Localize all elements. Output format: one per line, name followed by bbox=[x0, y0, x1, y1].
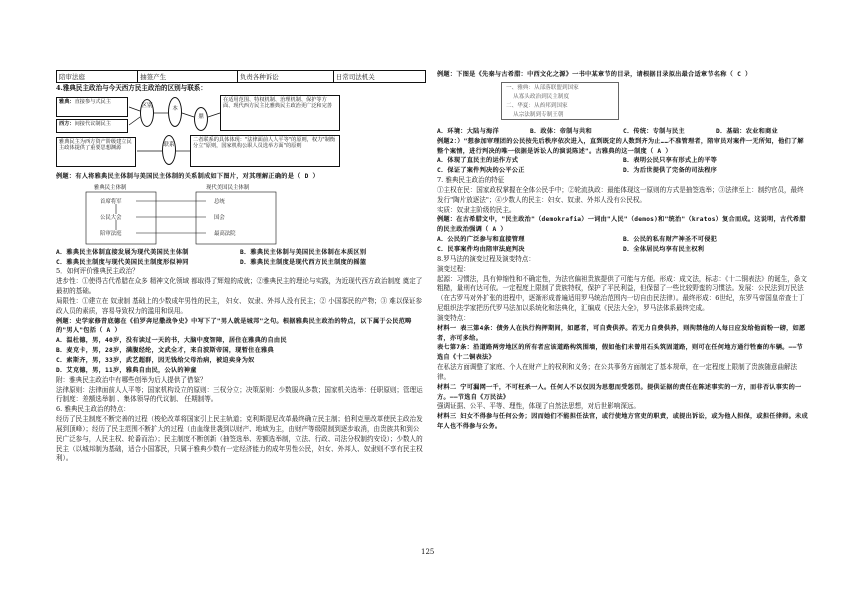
example-5-options bbox=[437, 235, 809, 255]
option-d: D．全体居民均享有民主权利 bbox=[623, 245, 705, 253]
example-1-question: 例题：有人将雅典民主体制与美国民主体制的关系制成如下图片，对其理解正确的是（ D ） bbox=[56, 172, 319, 180]
contents-line: 从宗法制到专制王朝 bbox=[506, 111, 564, 118]
material-1: 材料一 表三第4条：债务人在执行拘押期间，如愿者，可自费供养。若无力自费供养，则拘禁他的人每日应发给他面粉一磅，如愿者，亦可多给。 bbox=[437, 324, 806, 342]
option-c: C．传统：专制与民主 bbox=[623, 127, 685, 135]
fig-r1a: 首席将军 bbox=[100, 198, 122, 205]
right-column bbox=[437, 70, 809, 432]
fig-r1b: 总统 bbox=[214, 198, 225, 205]
fig-r2b: 国会 bbox=[214, 214, 225, 221]
q8-title: 8.罗马法的演变过程及演变特点： bbox=[437, 254, 535, 263]
option-c: C．雅典民主制度与现代美国民主制度形似神同 bbox=[56, 258, 189, 266]
q6-text: 经历了民主制度不断完善的过程（梭伦改革将国家引上民主轨道；克利斯提尼改革最终确立民主制；伯利克里改革使民主政治发展到顶峰）；经历了民主范围不断扩大的过程（由血缘世袭到以财产、地域为主，由财产等级限制到逐步取消，由贵族共和到公民广泛参与，人民主权、轮番而治）；民主制度不断创新（抽签选举、差额选举制，立法、行政、司法分权制约安设）；少数人的民主（以城邦制为基础，适合小国寡民，只属于雅典少数有一定经济能力的成年男性公民，妇女、外邦人、奴隶则不享有民主权利）。 bbox=[56, 415, 423, 463]
option-a: A．体现了直民主的运作方式 bbox=[437, 157, 519, 165]
option-b: B．政体：帝制与共和 bbox=[530, 127, 592, 135]
example-2-question: 例题：史学家修昔底德在《伯罗奔尼撒战争史》中写下了"男人就是城邦"之句。根据雅典民主政治的特点，以下属于公民范畴的"男人"包括（ A ） bbox=[56, 317, 412, 335]
athens-box bbox=[56, 97, 128, 117]
left-column bbox=[56, 84, 424, 464]
option-b: B．雅典民主体制与美国民主体制在本质区别 bbox=[240, 248, 367, 256]
option-c: C．保证了案件判决的公平公正 bbox=[437, 167, 525, 175]
contents-line: 从寡头政治到民主制度 bbox=[506, 93, 570, 100]
diff-node bbox=[140, 99, 154, 127]
q7-text: ①主权在民：国家政权掌握在全体公民手中；②轮流执政：最能体现这一原则的方式是抽签选举；③法律至上：制约官员，最终发行"陶片放逐法"；④少数人的民主：妇女、奴隶、外邦人没有公民权。 bbox=[437, 185, 804, 204]
appendix-title: 附：雅典民主政治中有哪些创举为后人提供了借鉴？ bbox=[56, 375, 207, 384]
system-comparison-figure bbox=[56, 184, 424, 246]
fig-col1: 雅典民主体制 bbox=[94, 184, 127, 191]
q6-title: 6. 雅典民主政治的特点： bbox=[56, 405, 130, 414]
example-4-options bbox=[437, 156, 809, 176]
link-node bbox=[162, 135, 176, 165]
option-a: A．雅典民主体制直接发展为现代美国民主体制 bbox=[56, 248, 189, 256]
west-title: 西方： bbox=[59, 120, 75, 127]
option-d: D．雅典民主制度是现代西方民主制度的摇篮 bbox=[240, 258, 367, 266]
q7-title: 7. 雅典民主政治的特征 bbox=[437, 176, 505, 185]
chapter-contents-figure bbox=[437, 82, 809, 124]
origin-text: 雅典民主为西方资产阶级建立民主政体提供了重要思想渊源 bbox=[59, 138, 132, 152]
q4-title: 4.雅典民主政治与今天西方民主政治的区别与联系： bbox=[56, 84, 207, 92]
q5-progress: 进步性：①使得古代希腊在众多 精神文化领域 都取得了辉煌的成就；②雅典民主的理论与实践，为近现代西方政治制度 奠定了最初的基础。 bbox=[56, 277, 423, 296]
connection-text: 二者联系的具体体现："法律面前人人平等"的原则，权力"制衡分立"原则，国家机构公职人员选举方面"的原则 bbox=[193, 136, 336, 150]
table-row bbox=[57, 71, 426, 83]
example-2-option-c: C．索斯齐，男，33岁，武艺超群，因无钱给父母治病，被迫卖身为奴 bbox=[56, 356, 255, 364]
athens-title: 雅典： bbox=[59, 98, 75, 105]
material-3: 材料三 妇女不得参与任何公务；因而她们不能担任法官，或行使地方官吏的职责，或提出诉讼，或为他人担保，或担任律师。未成年人也不得参与公务。 bbox=[437, 413, 808, 431]
difference-text: 在适用范围、特权机制、治理机制、保护等方面、现代西方民主比雅典民主政治更广泛和完善 bbox=[223, 96, 332, 110]
right-node bbox=[194, 107, 208, 131]
table-cell: 负责各种诉讼 bbox=[237, 71, 333, 83]
right-node-label: 鼎 bbox=[198, 113, 204, 120]
origin-box bbox=[56, 137, 136, 167]
page-number: 125 bbox=[421, 548, 435, 556]
example-2-option-d: D．艾克德，男，11岁，雅典自由民，公认的神童 bbox=[56, 366, 197, 374]
court-table bbox=[56, 70, 426, 83]
option-a: A．环境：大陆与海洋 bbox=[437, 127, 499, 135]
example-5-question: 例题：在古希腊文中，"民主政治"（demokrafia）一词由"人民"（demos)和"统治"（kratos）复合而成。这说明，古代希腊的民主政治强调（ A ） bbox=[437, 216, 806, 234]
appendix-text: 法律原则：法律面前人人平等；国家机构设立的原则：三权分立；决策原则：少数服从多数；国家机关选举：任职原则；管理运行制度：差额选举制 、集体领导的代议制、 任期制等。 bbox=[56, 385, 423, 404]
connection-box bbox=[190, 135, 340, 167]
fig-col2: 现代美国民主体制 bbox=[206, 184, 250, 191]
option-d: D．为后世提供了完备的司法程序 bbox=[623, 167, 718, 175]
contents-line: 一、雅典：从部落联盟到国家 bbox=[506, 84, 579, 91]
example-4-question: 例题2：）"想参加审理团的公民按先后秩序依次进入，直到既定的人数到齐为止……不准管理者，陪审员对案件一无所知，他们了解整个案情，进行判决的唯一依据是诉讼人的演说陈述"。古雅典的这一制度（ A ） bbox=[437, 137, 804, 155]
comparison-diagram bbox=[56, 95, 424, 169]
hub-label: 本 bbox=[172, 105, 178, 112]
table-cell: 抽签产生 bbox=[138, 71, 238, 83]
athens-text: 直接参与式民主 bbox=[74, 98, 111, 105]
material-1-analysis: 在私法方面调整了家庭、个人在财产上的权利和义务；在公共事务方面制定了基本规章，在一定程度上限制了贵族随意曲解法律。 bbox=[437, 363, 798, 381]
west-box bbox=[56, 119, 128, 133]
fig-r3b: 最高法院 bbox=[214, 230, 236, 237]
material-1b: 表七第7条：沿道路两旁地区的所有者应该道路构筑围墙，假如他们未曾用石头筑固道路，则可在任何地方通行牲畜的车辆。——节选自《十二铜表法》 bbox=[437, 344, 803, 362]
q8-subtitle-2: 演变特点： bbox=[437, 313, 470, 322]
q5-limitation: 局限性：①建立在 奴隶制 基础上的少数成年男性的民主， 妇女、 奴隶、外邦人没有民主；② 小国寡民的产物；③ 难以保证参政人员的素质，容易导致权力的滥用和误用。 bbox=[56, 296, 423, 315]
example-3-options bbox=[437, 127, 809, 137]
difference-box bbox=[220, 95, 340, 131]
fig-r2a: 公民大会 bbox=[100, 214, 122, 221]
option-b: B．表明公民只享有形式上的平等 bbox=[623, 157, 718, 165]
option-b: B．公民的私有财产神圣不可侵犯 bbox=[623, 236, 718, 244]
table-cell: 日常司法机关 bbox=[333, 71, 425, 83]
example-2-option-a: A．温杜德，男，40岁，没有读过一天的书，大脑中度智障，居住在雅典的自由民 bbox=[56, 337, 287, 345]
q8-subtitle: 演变过程： bbox=[437, 264, 470, 273]
link-label: 联系 bbox=[163, 141, 175, 148]
material-2-analysis: 强调证据、公平、平等、理性，体现了自然法思想，对后世影响深远。 bbox=[437, 402, 640, 411]
west-text: 间接代议制民主 bbox=[74, 120, 111, 127]
contents-box bbox=[501, 82, 619, 120]
q8-process: 起源：习惯法，具有伸缩性和不确定性，为法官偏袒贵族提供了可能与方便。形成：成文法，标志：《十二铜表法》的诞生，条文粗糙，量刑有达可依。一定程度上限制了贵族特权，保护了平民利益，但保留了一些比较野蛮的习惯法。发展：公民法到万民法（在古罗马对外扩张的进程中，逐渐形成普遍适用罗马统治范围内一切自由民法律）。最终形成：6世纪，东罗马帝国皇帝查士丁尼组织法学家把历代罗马法加以系统化和法典化，汇编成《民法大全》，罗马法体系最终完成。 bbox=[437, 274, 807, 313]
example-2-option-b: B．麦克卡，男，28岁，满腹经纶，文武全才，来自波斯帝国，现暂住在雅典 bbox=[56, 347, 274, 355]
table-cell: 陪审法庭 bbox=[57, 71, 138, 83]
hub-node bbox=[168, 97, 182, 127]
option-d: D．基础：农业和商业 bbox=[716, 127, 778, 135]
figure-lines bbox=[56, 184, 296, 246]
q5-title: 5．如何评价雅典民主政治？ bbox=[56, 267, 139, 276]
option-c: C．民事案件均由陪审法庭判决 bbox=[437, 245, 525, 253]
fig-r3a: 陪审法庭 bbox=[100, 230, 122, 237]
material-2: 材料二 宁可漏网一千，不可枉杀一人。任何人不以仅因为思想而受惩罚。提供证据的责任在陈述事实的一方，而非否认事实的一方。——节选自《万民法》 bbox=[437, 383, 802, 401]
q7-essence: 实质：奴隶主阶级的民主。 bbox=[437, 205, 516, 214]
example-1-options bbox=[56, 248, 424, 268]
example-3-question: 例题：下图是《先秦与古希腊：中西文化之源》一书中某章节的目录，请根据目录拟出最合适章节名称（ C ） bbox=[437, 71, 752, 78]
option-a: A．公民的广泛参与和直接管理 bbox=[437, 236, 525, 244]
contents-line: 二、华夏：从酋邦到国家 bbox=[506, 102, 568, 109]
diff-label: 区别 bbox=[141, 102, 153, 109]
